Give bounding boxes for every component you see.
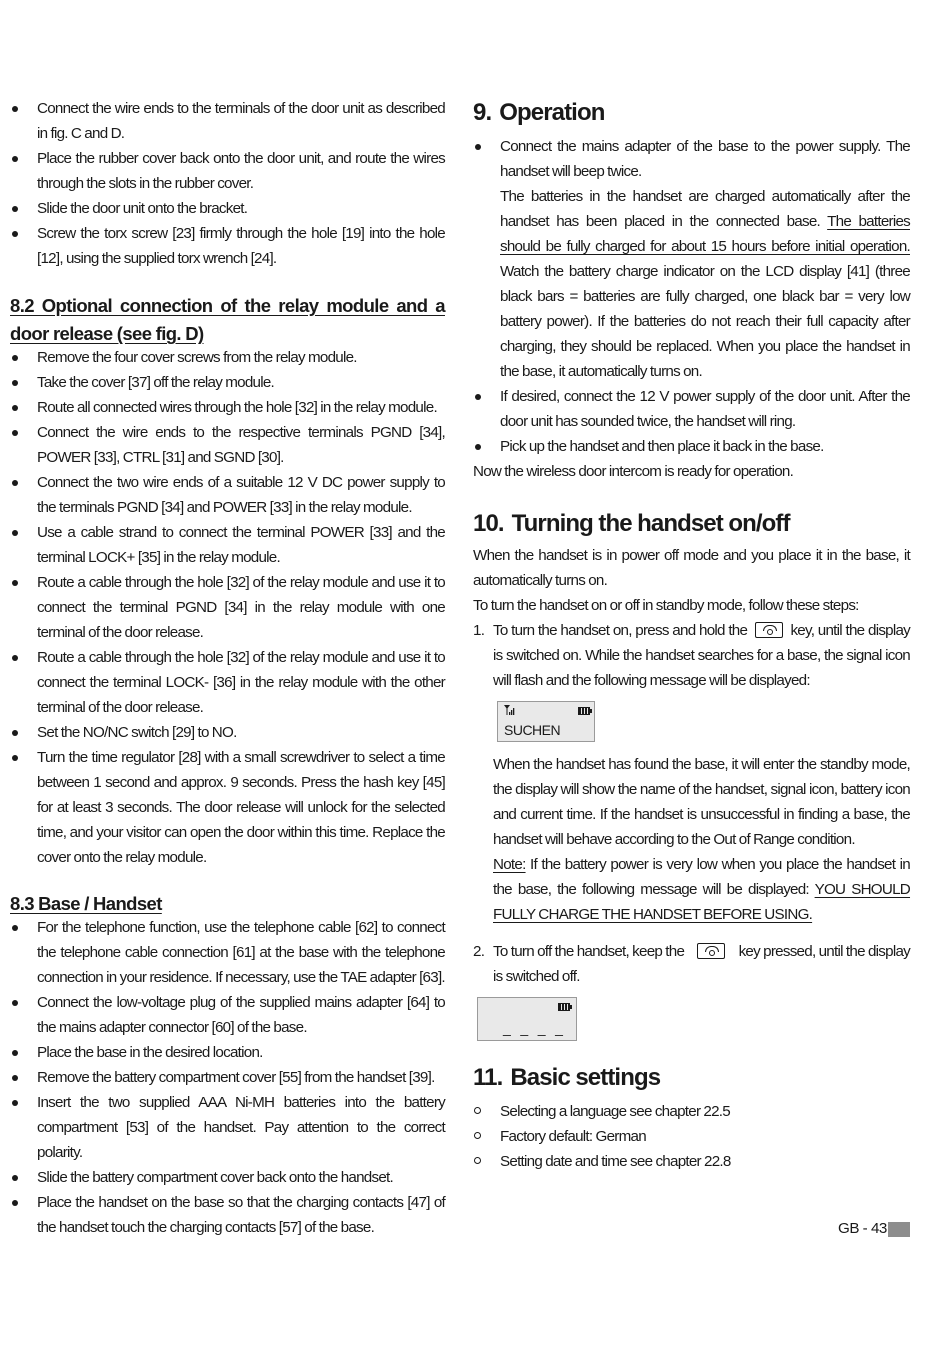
list-item: Set the NO/NC switch [29] to NO. [10,720,445,745]
step-2 [473,939,910,1041]
step-number: 2. [473,943,485,960]
section-10-heading [473,507,910,541]
lcd-display-off [477,997,577,1041]
list-item: Take the cover [37] off the relay module. [10,370,445,395]
step-text: key pressed, until the display is switched off. [493,943,910,985]
list-item: Insert the two supplied AAA Ni-MH batteries into the battery compartment [53] of the handset. Pay attention to the correct polarity. [10,1090,445,1165]
section-8-3-heading: 8.3 Base / Handset [10,893,162,914]
section-10-steps [473,618,910,1041]
intro-bullet-list [10,96,445,271]
section-9-paragraph [473,184,910,384]
list-item: Selecting a language see chapter 22.5 [473,1099,910,1124]
list-item: Use a cable strand to connect the terminal POWER [33] and the terminal LOCK+ [35] in the relay module. [10,520,445,570]
phone-key-icon [697,943,725,959]
section-9-bullet-list [473,134,910,184]
underlined-warning: The batteries should be fully charged for about 15 hours before initial operation. [500,213,910,255]
list-item: Pick up the handset and then place it back in the base. [473,434,910,459]
lcd-dashes: _ _ _ _ [503,1020,566,1036]
list-item-text: Connect the mains adapter of the base to the power supply. The handset will beep twice. [500,138,910,180]
list-item: Slide the door unit onto the bracket. [10,196,445,221]
paragraph-text: Watch the battery charge indicator on the LCD display [41] (three black bars = batteries are fully charged, one black bar = very low battery power). If the batteries do not reach their full capacity after charging, they should be replaced. When you place the handset in the base, it automatically turns on. [500,263,910,380]
list-item: For the telephone function, use the telephone cable [62] to connect the telephone cable connection [61] at the base with the telephone connection in your residence. If necessary, use the TAE adapter [63]. [10,915,445,990]
list-item: Remove the battery compartment cover [55] from the handset [39]. [10,1065,445,1090]
phone-key-icon [755,622,783,638]
list-item: Place the handset on the base so that the charging contacts [47] of the handset touch the charging contacts [57] of the base. [10,1190,445,1240]
step-text: key, until the display is switched on. While the handset searches for a base, the signal icon will flash and the following message will be displayed: [493,622,911,689]
section-11-heading [473,1061,910,1095]
list-item: Connect the wire ends to the terminals of the door unit as described in fig. C and D. [10,96,445,146]
section-number: 9. [473,99,492,126]
list-item: Remove the four cover screws from the relay module. [10,345,445,370]
step-1 [473,618,910,927]
lcd-display-searching [497,701,595,742]
step-number: 1. [473,622,485,639]
page-number: GB - 43 [838,1220,887,1237]
section-10-steps-intro: To turn the handset on or off in standby mode, follow these steps: [473,597,859,614]
section-8-2-heading: 8.2 Optional connection of the relay module and a door release (see fig. D) [10,295,445,344]
step-text: To turn off the handset, keep the [493,943,685,960]
section-title: Turning the handset on/off [511,510,790,537]
list-item: Connect the two wire ends of a suitable 12 V DC power supply to the terminals PGND [34] and POWER [33] in the relay module. [10,470,445,520]
list-item: Slide the battery compartment cover back onto the handset. [10,1165,445,1190]
section-8-3-bullet-list [10,915,445,1240]
step-1-followup: When the handset has found the base, it will enter the standby mode, the display will show the name of the handset, signal icon, battery icon and current time. If the handset is unsuccessful in finding a base, the handset will behave according to the Out of Range condition. [493,756,910,848]
list-item: Connect the wire ends to the respective terminals PGND [34], POWER [33], CTRL [31] and SGND [30]. [10,420,445,470]
note-text: If the battery power is very low when you place the handset in the base, the following message will be displayed: [493,856,910,898]
section-number: 10. [473,510,504,537]
left-column [10,96,445,1240]
note-label: Note: [493,856,526,873]
battery-icon [558,1003,570,1011]
battery-icon [578,707,590,715]
section-9-bullet-list-2 [473,384,910,459]
section-8-2-bullet-list [10,345,445,870]
signal-icon [504,705,516,715]
list-item: Route a cable through the hole [32] of the relay module and use it to connect the terminal PGND [34] in the relay module with one terminal of the door release. [10,570,445,645]
section-title: Operation [499,99,605,126]
list-item: Place the rubber cover back onto the door unit, and route the wires through the slots in the rubber cover. [10,146,445,196]
list-item [473,134,910,184]
list-item: Place the base in the desired location. [10,1040,445,1065]
note [493,852,910,927]
note-message: YOU SHOULD FULLY CHARGE THE HANDSET BEFORE USING. [493,881,911,923]
section-title: Basic settings [510,1064,661,1091]
list-item: Screw the torx screw [23] firmly through the hole [19] into the hole [12], using the supplied torx wrench [24]. [10,221,445,271]
list-item: Route a cable through the hole [32] of the relay module and use it to connect the terminal LOCK- [36] in the relay module with the other terminal of the door release. [10,645,445,720]
footer-bar [888,1222,910,1237]
lcd-message: SUCHEN [504,722,561,738]
list-item: If desired, connect the 12 V power supply of the door unit. After the door unit has sounded twice, the handset will ring. [473,384,910,434]
section-11-list [473,1099,910,1174]
paragraph-text: The batteries in the handset are charged automatically after the handset has been placed in the connected base. [500,188,910,230]
list-item: Connect the low-voltage plug of the supplied mains adapter [64] to the mains adapter connector [60] of the base. [10,990,445,1040]
list-item: Factory default: German [473,1124,910,1149]
right-column [473,96,910,1174]
list-item: Turn the time regulator [28] with a small screwdriver to select a time between 1 second and approx. 9 seconds. Press the hash key [45] for at least 3 seconds. The door release will unlock for the selected time, and your visitor can open the door within this time. Replace the cover onto the relay module. [10,745,445,870]
step-text: To turn the handset on, press and hold the [493,622,748,639]
section-9-heading [473,96,910,130]
section-9-closing: Now the wireless door intercom is ready for operation. [473,463,794,480]
section-number: 11. [473,1064,503,1091]
section-10-intro: When the handset is in power off mode and you place it in the base, it automatically turns on. [473,547,910,589]
list-item: Setting date and time see chapter 22.8 [473,1149,910,1174]
list-item: Route all connected wires through the hole [32] in the relay module. [10,395,445,420]
